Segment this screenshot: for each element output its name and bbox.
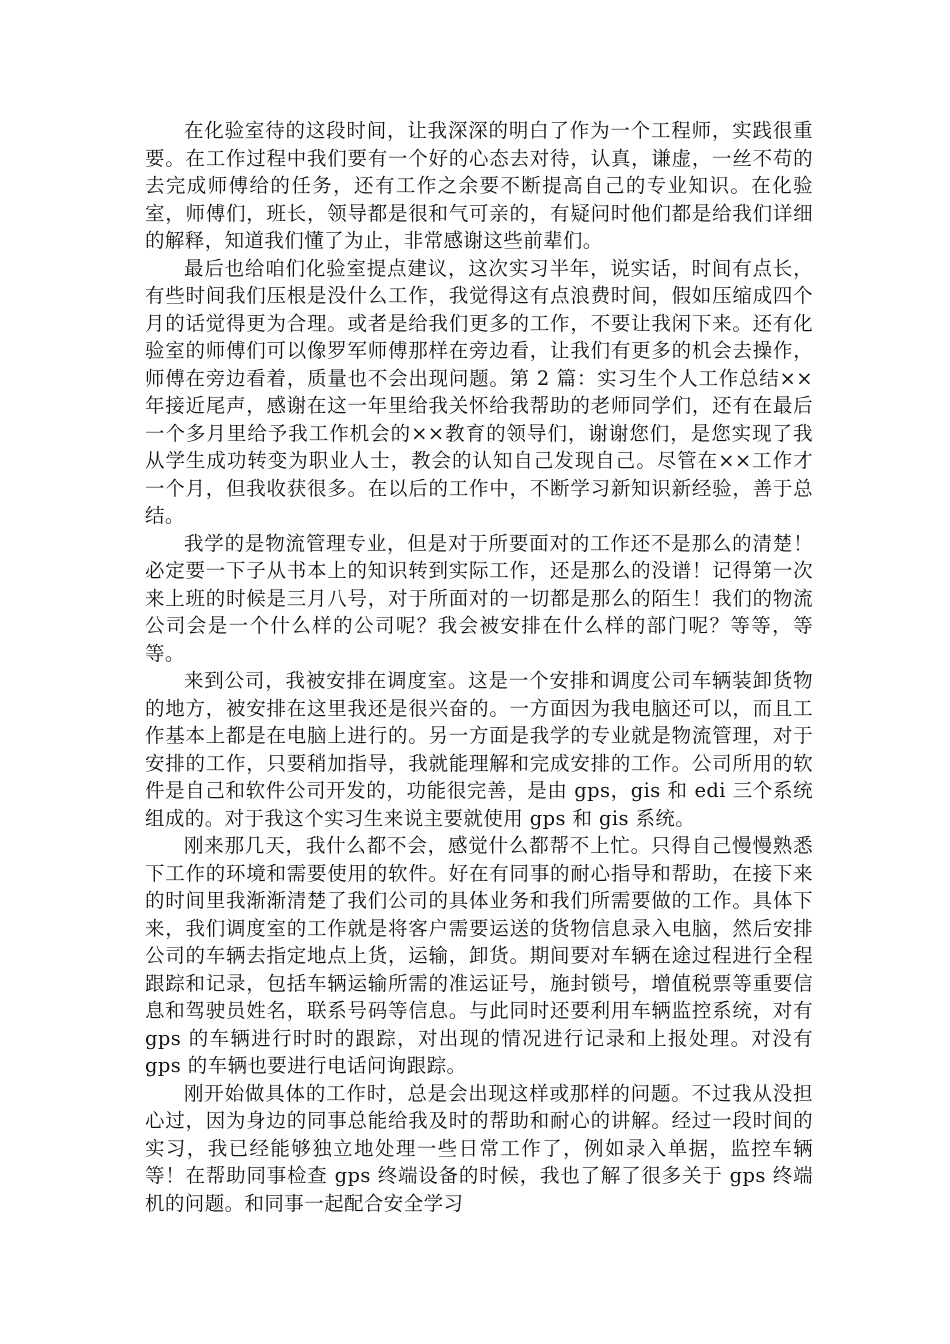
paragraph: 最后也给咱们化验室提点建议，这次实习半年，说实话，时间有点长，有些时间我们压根是没什么工作，我觉得这有点浪费时间，假如压缩成四个月的话觉得更为合理。或者是给我们更多的工作，不要让我闲下来。还有化验室的师傅们可以像罗军师傅那样在旁边看，让我们有更多的机会去操作，师傅在旁边看着，质量也不会出现问题。第 2 篇：实习生个人工作总结××年接近尾声，感谢在这一年里给我关怀给我帮助的老师同学们，还有在最后一个多月里给予我工作机会的××教育的领导们，谢谢您们，是您实现了我从学生成功转变为职业人士，教会的认知自己发现自己。尽管在××工作才一个月，但我收获很多。在以后的工作中，不断学习新知识新经验，善于总结。 [145, 256, 813, 527]
paragraph: 在化验室待的这段时间，让我深深的明白了作为一个工程师，实践很重要。在工作过程中我们要有一个好的心态去对待，认真，谦虚，一丝不苟的去完成师傅给的任务，还有工作之余要不断提高自己的专业知识。在化验室，师傅们，班长，领导都是很和气可亲的，有疑问时他们都是给我们详细的解释，知道我们懂了为止，非常感谢这些前辈们。 [145, 119, 813, 252]
paragraph: 刚开始做具体的工作时，总是会出现这样或那样的问题。不过我从没担心过，因为身边的同事总能给我及时的帮助和耐心的讲解。经过一段时间的实习，我已经能够独立地处理一些日常工作了，例如录入单据，监控车辆等！在帮助同事检查 gps 终端设备的时候，我也了解了很多关于 gps 终端机的问题。和同事一起配合安全学习 [145, 1081, 813, 1215]
paragraph: 我学的是物流管理专业，但是对于所要面对的工作还不是那么的清楚！必定要一下子从书本上的知识转到实际工作，还是那么的没谱！记得第一次来上班的时候是三月八号，对于所面对的一切都是那么的陌生！我们的物流公司会是一个什么样的公司呢？我会被安排在什么样的部门呢？等等，等等。 [145, 531, 813, 665]
paragraph: 来到公司，我被安排在调度室。这是一个安排和调度公司车辆装卸货物的地方，被安排在这里我还是很兴奋的。一方面因为我电脑还可以，而且工作基本上都是在电脑上进行的。另一方面是我学的专业就是物流管理，对于安排的工作，只要稍加指导，我就能理解和完成安排的工作。公司所用的软件是自己和软件公司开发的，功能很完善，是由 gps，gis 和 edi 三个系统组成的。对于我这个实习生来说主要就使用 gps 和 gis 系统。 [145, 669, 813, 830]
paragraph: 刚来那几天，我什么都不会，感觉什么都帮不上忙。只得自己慢慢熟悉下工作的环境和需要使用的软件。好在有同事的耐心指导和帮助，在接下来的时间里我渐渐清楚了我们公司的具体业务和我们所需要做的工作。具体下来，我们调度室的工作就是将客户需要运送的货物信息录入电脑，然后安排公司的车辆去指定地点上货，运输，卸货。期间要对车辆在途过程进行全程跟踪和记录，包括车辆运输所需的准运证号，施封锁号，增值税票等重要信息和驾驶员姓名，联系号码等信息。与此同时还要利用车辆监控系统，对有 gps 的车辆进行时时的跟踪，对出现的情况进行记录和上报处理。对没有 gps 的车辆也要进行电话问询跟踪。 [145, 834, 813, 1077]
document-page [145, 117, 813, 1217]
